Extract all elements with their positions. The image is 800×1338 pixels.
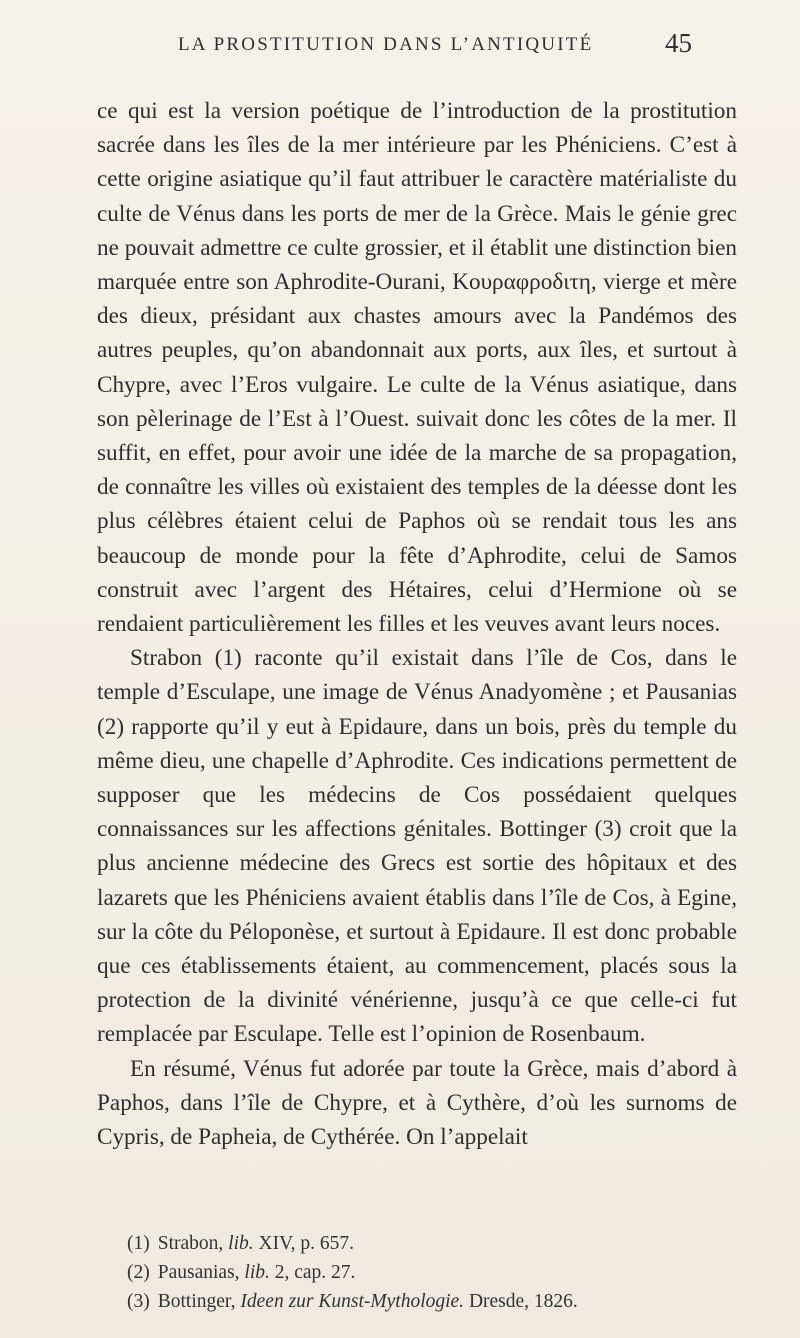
running-title: LA PROSTITUTION DANS L’ANTIQUITÉ (178, 34, 594, 55)
footnote-ref: lib. (244, 1262, 270, 1283)
page-number: 45 (665, 28, 692, 58)
footnote-ref: Ideen zur Kunst-Mythologie. (240, 1291, 465, 1312)
footnote-3 (127, 1287, 747, 1316)
paragraph-1: ce qui est la version poétique de l’introduction de la prostitution sacrée dans les îles de la mer intérieure par les Phéniciens. C’est à cette origine asiatique qu’il faut attribuer le caractère matérialiste du culte de Vénus dans les ports de mer de la Grèce. Mais le génie grec ne pouvait admettre ce culte grossier, et il établit une distinction bien marquée entre son Aphrodite-Ourani, Κουραφροδιτη, vierge et mère des dieux, présidant aux chastes amours avec la Pandémos des autres peuples, qu’on abandonnait aux ports, aux îles, et surtout à Chypre, avec l’Eros vulgaire. Le culte de la Vénus asiatique, dans son pèlerinage de l’Est à l’Ouest. suivait donc les côtes de la mer. Il suffit, en effet, pour avoir une idée de la marche de sa propagation, de connaître les villes où existaient des temples de la déesse dont les plus célèbres étaient celui de Paphos où se rendait tous les ans beaucoup de monde pour la fête d’Aphrodite, celui de Samos construit avec l’argent des Hétaires, celui d’Hermione où se rendaient particulièrement les filles et les veuves avant leurs noces. (97, 98, 737, 638)
footnote-ref: lib. (228, 1233, 254, 1254)
footnote-author: Bottinger, (157, 1291, 236, 1312)
paragraph-3: En résumé, Vénus fut adorée par toute la Grèce, mais d’abord à Paphos, dans l’île de Chypre, et à Cythère, d’où les surnoms de Cypris, de Papheia, de Cythérée. On l’appelait (97, 1055, 737, 1151)
footnote-number: (3) (127, 1291, 150, 1312)
footnotes (127, 1229, 747, 1316)
footnote-rest: XIV, p. 657. (253, 1233, 355, 1254)
footnote-rest: 2, cap. 27. (269, 1262, 356, 1283)
footnote-1 (127, 1229, 747, 1258)
running-head (0, 28, 800, 74)
footnote-number: (2) (127, 1262, 150, 1283)
footnote-author: Pausanias, (157, 1262, 240, 1283)
body-text (97, 94, 737, 1154)
footnote-rest: Dresde, 1826. (464, 1291, 578, 1312)
footnote-number: (1) (127, 1233, 150, 1254)
footnote-2 (127, 1258, 747, 1287)
footnote-author: Strabon, (157, 1233, 224, 1254)
paragraph-2: Strabon (1) raconte qu’il existait dans l’île de Cos, dans le temple d’Esculape, une image de Vénus Anadyomène ; et Pausanias (2) rapporte qu’il y eut à Epidaure, dans un bois, près du temple du même dieu, une chapelle d’Aphrodite. Ces indications permettent de supposer que les médecins de Cos possédaient quelques connaissances sur les affections génitales. Bottinger (3) croit que la plus ancienne médecine des Grecs est sortie des hôpitaux et des lazarets que les Phéniciens avaient établis dans l’île de Cos, à Egine, sur la côte du Péloponèse, et surtout à Epidaure. Il est donc probable que ces établissements étaient, au commencement, placés sous la protection de la divinité vénérienne, jusqu’à ce que celle-ci fut remplacée par Esculape. Telle est l’opinion de Rosenbaum. (97, 645, 737, 1048)
